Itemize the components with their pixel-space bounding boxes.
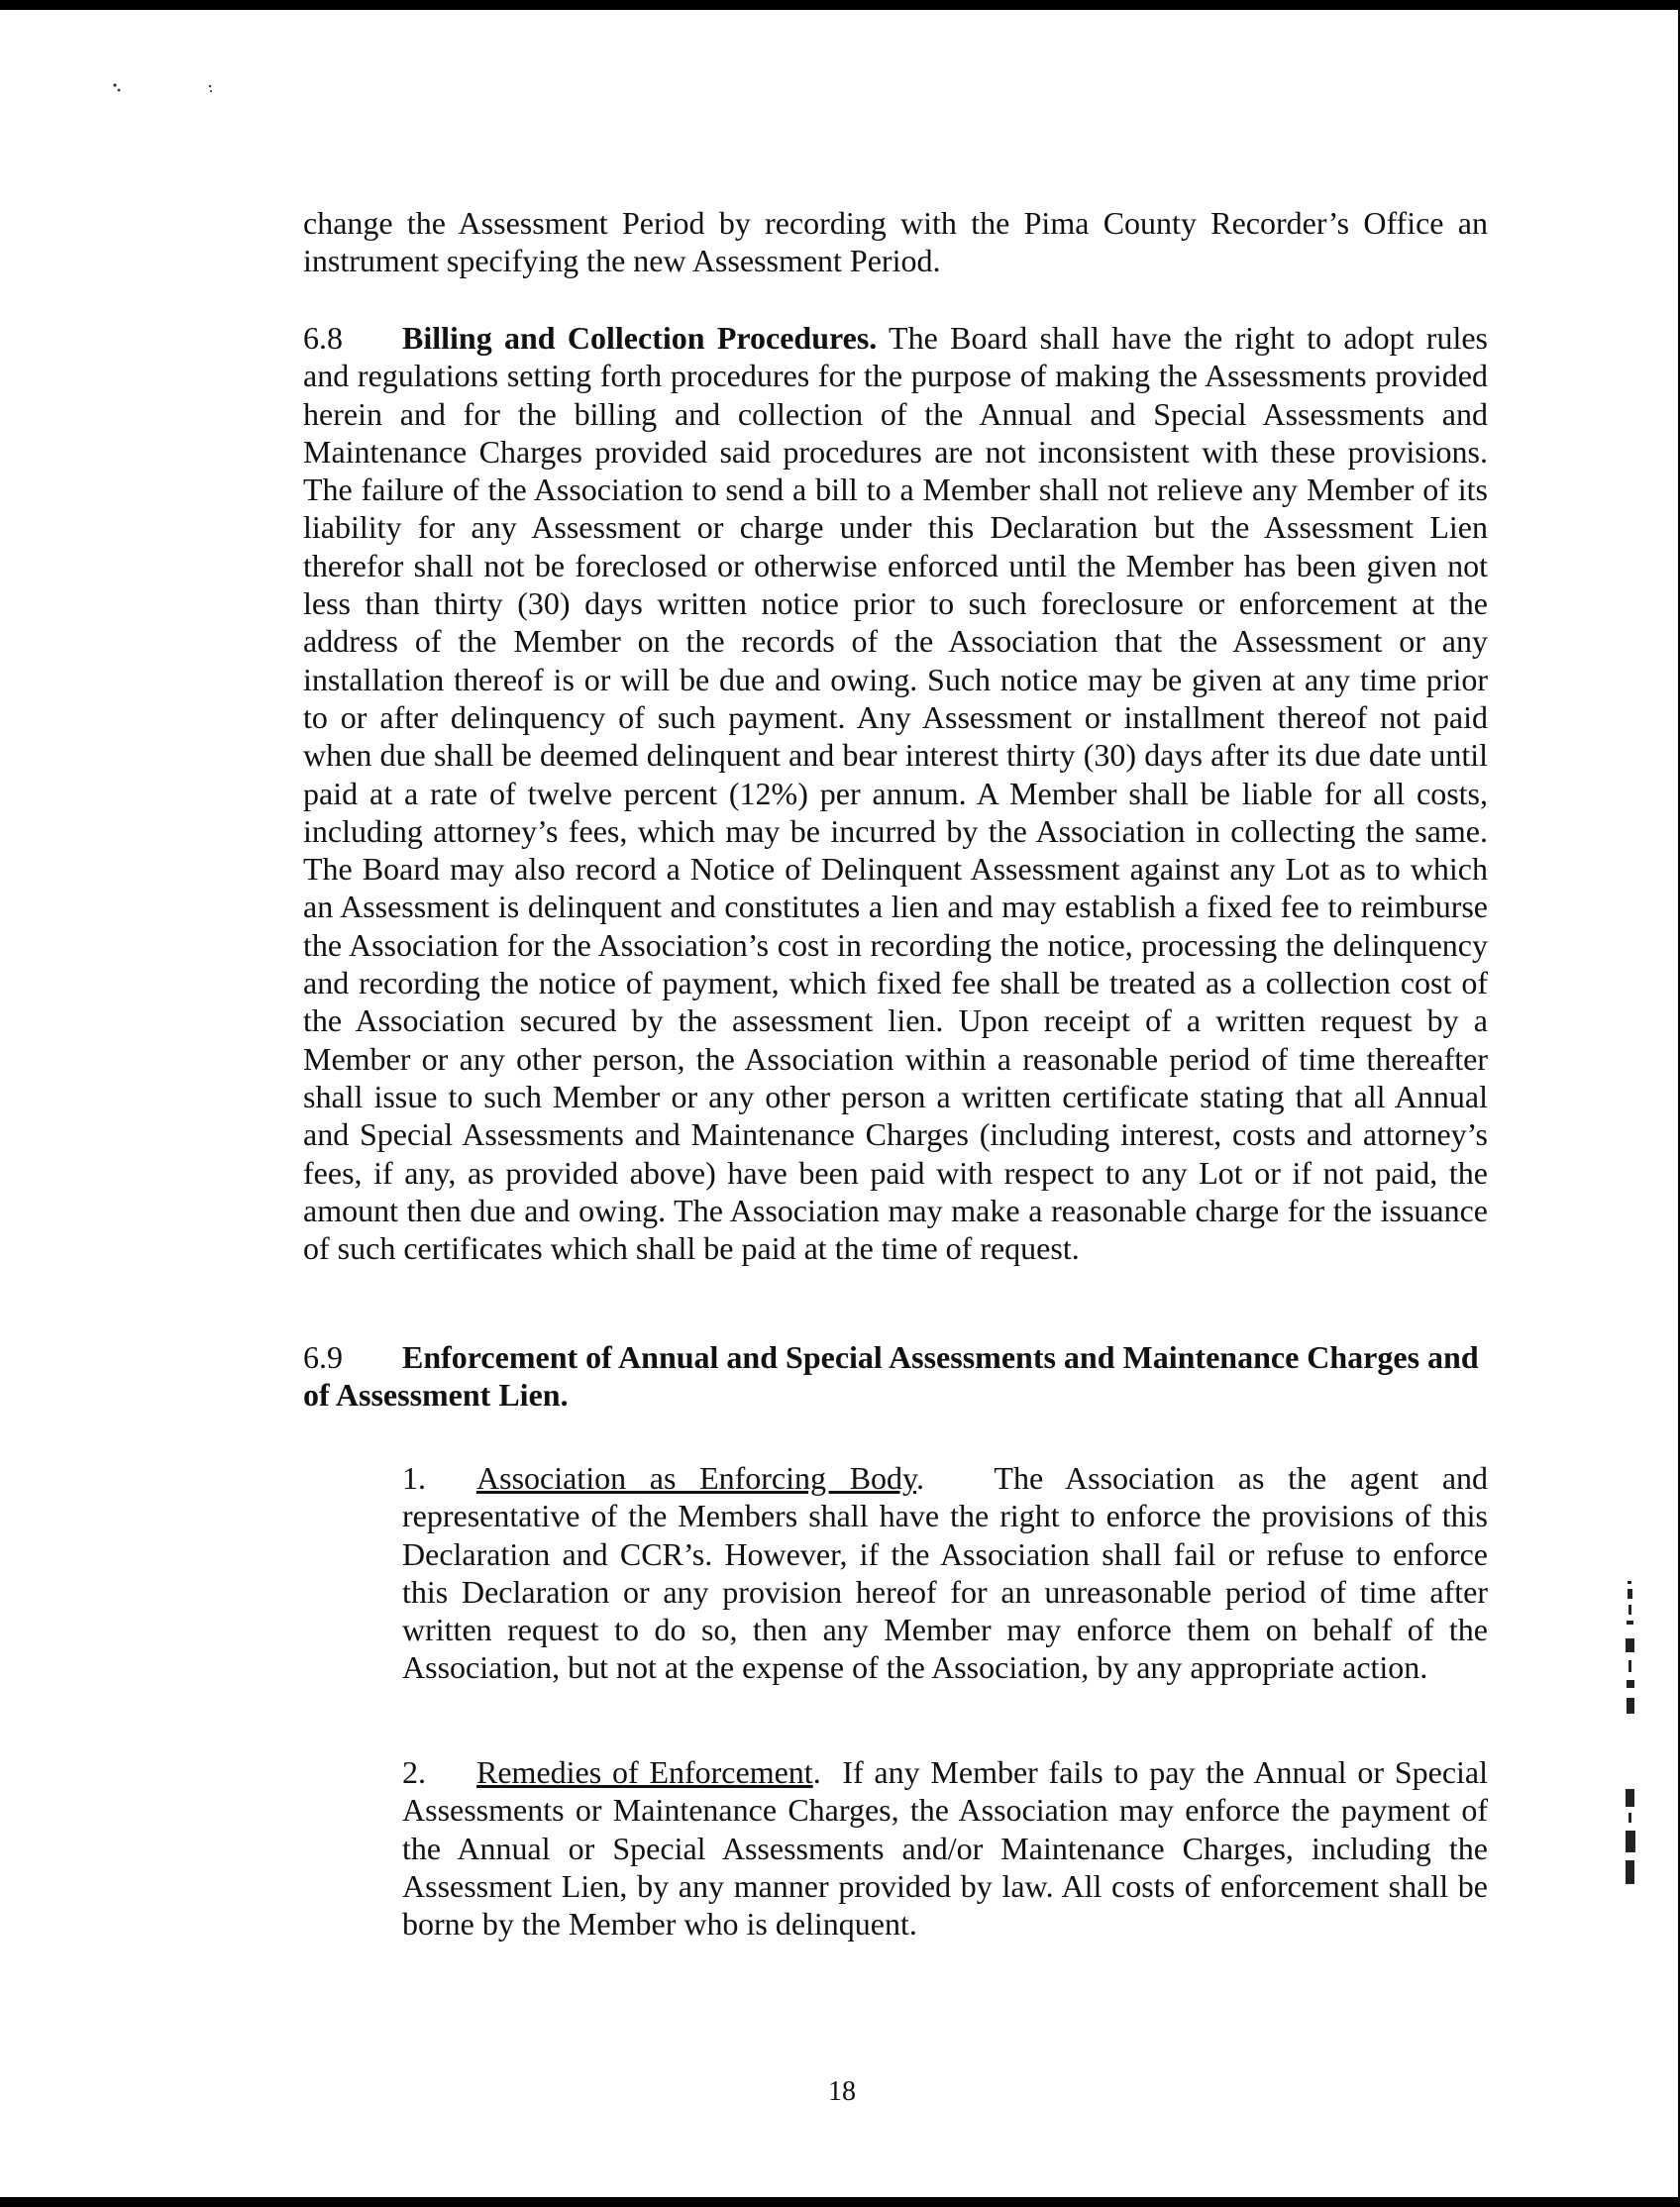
section-6-8-number: 6.8 (303, 320, 343, 356)
opening-paragraph (303, 204, 1488, 280)
item-1-title: Association as Enforcing Body (476, 1460, 916, 1496)
item-2-title: Remedies of Enforcement (476, 1754, 813, 1790)
section-6-9-heading: Enforcement of Annual and Special Assessments and Maintenance Charges and of Assessment Lien. (303, 1339, 1479, 1414)
item-2-number: 2. (402, 1754, 426, 1790)
section-6-9 (303, 1338, 1488, 1415)
item-1-body: The Association as the agent and representative of the Members shall have the right to enforce the provisions of this Declaration and CCR’s. However, if the Association shall fail or refuse to enforce this Declaration or any provision hereof for an unreasonable period of time after written request to do so, then any Member may enforce them on behalf of the Association, but not at the expense of the Association, by any appropriate action. (402, 1460, 1489, 1686)
page-number: 18 (828, 2076, 856, 2107)
scan-border-top (0, 0, 1680, 10)
section-6-9-number: 6.9 (303, 1339, 343, 1375)
section-6-8-heading: Billing and Collection Procedures. (402, 320, 878, 356)
section-6-8-body: The Board shall have the right to adopt rules and regulations setting forth procedures for the purpose of making the Assessments provided herein and for the billing and collection of the Annual and Special Assessments and Maintenance Charges provided said procedures are not inconsistent with these provisions. The failure of the Association to send a bill to a Member shall not relieve any Member of its liability for any Assessment or charge under this Declaration but the Assessment Lien therefor shall not be foreclosed or otherwise enforced until the Member has been given not less than thirty (30) days written notice prior to such foreclosure or enforcement at the address of the Member on the records of the Association that the Assessment or any installation thereof is or will be due and owing. Such notice may be given at any time prior to or after delinquency of such payment. Any Assessment or installment thereof not paid when due shall be deemed delinquent and bear interest thirty (30) days after its due date until paid at a rate of twelve percent (12%) per annum. A Member shall be liable for all costs, including attorney’s fees, which may be incurred by the Association in collecting the same. The Board may also record a Notice of Delinquent Assessment against any Lot as to which an Assessment is delinquent and constitutes a lien and may establish a fixed fee to reimburse the Association for the Association’s cost in recording the notice, processing the delinquency and recording the notice of payment, which fixed fee shall be treated as a collection cost of the Association secured by the assessment lien. Upon receipt of a written request by a Member or any other person, the Association within a reasonable period of time thereafter shall issue to such Member or any other person a written certificate stating that all Annual and Special Assessments and Maintenance Charges (including interest, costs and attorney’s fees, if any, as provided above) have been paid with respect to any Lot or if not paid, the amount then due and owing. The Association may make a reasonable charge for the issuance of such certificates which shall be paid at the time of request. (303, 320, 1489, 1267)
section-6-9-item-1: 1. Association as Enforcing Body. The Association as the agent and representative of the Members shall have the right to enforce the provisions of this Declaration and CCR’s. However, if the Association shall fail or refuse to enforce this Declaration or any provision hereof for an unreasonable period of time after written request to do so, then any Member may enforce them on behalf of the Association, but not at the expense of the Association, by any appropriate action. (402, 1460, 1489, 1686)
recorder-margin-stamp (1619, 1581, 1642, 1918)
section-6-8 (303, 319, 1488, 1267)
opening-paragraph-text: change the Assessment Period by recording with the Pima County Recorder’s Office an instrument specifying the new Assessment Period. (303, 205, 1488, 279)
item-1-number: 1. (402, 1460, 426, 1496)
section-6-9-item-2: 2. Remedies of Enforcement. If any Member fails to pay the Annual or Special Assessments or Maintenance Charges, the Association may enforce the payment of the Annual or Special Assessments and/or Maintenance Charges, including the Assessment Lien, by any manner provided by law. All costs of enforcement shall be borne by the Member who is delinquent. (402, 1754, 1489, 1943)
document-page (0, 10, 1678, 2197)
scan-specks (99, 79, 238, 149)
item-2-body: If any Member fails to pay the Annual or Special Assessments or Maintenance Charges, the Association may enforce the payment of the Annual or Special Assessments and/or Maintenance Charges, including the Assessment Lien, by any manner provided by law. All costs of enforcement shall be borne by the Member who is delinquent. (402, 1754, 1489, 1943)
